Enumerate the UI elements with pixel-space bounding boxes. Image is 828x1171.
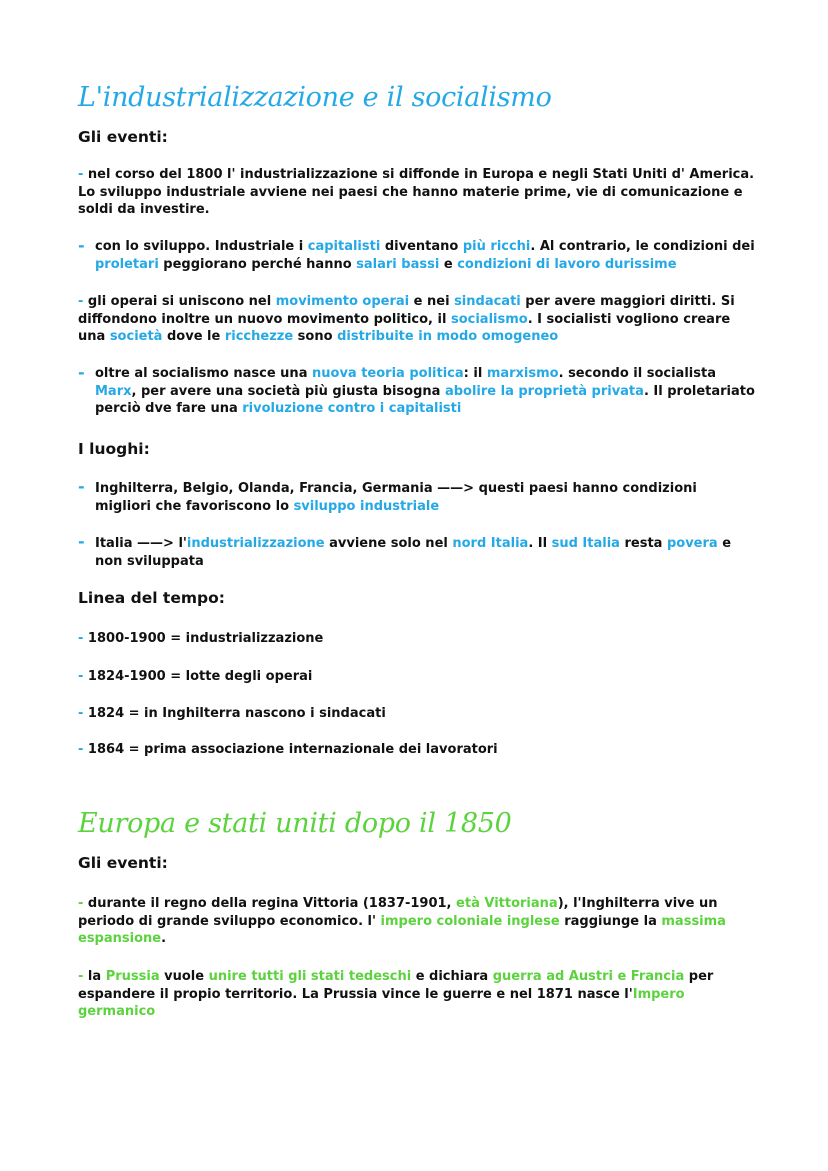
- timeline-item: - 1824 = in Inghilterra nascono i sindacati: [78, 706, 386, 721]
- timeline-item: - 1800-1900 = industrializzazione: [78, 631, 324, 646]
- section1-places-heading: I luoghi:: [78, 440, 150, 458]
- timeline-item: - 1824-1900 = lotte degli operai: [78, 669, 313, 684]
- section1-title: L'industrializzazione e il socialismo: [78, 82, 552, 113]
- bullet-dash: -: [78, 294, 84, 309]
- section1-paragraph-4: oltre al socialismo nasce una nuova teoria politica: il marxismo. secondo il socialista Marx, per avere una società più giusta bisogna abolire la proprietà privata. Il proletariato perciò dve fare una rivoluzione contro i capitalisti: [95, 366, 755, 416]
- bullet-dash: -: [78, 236, 85, 255]
- section1-paragraph-2: con lo sviluppo. Industriale i capitalisti diventano più ricchi. Al contrario, le condizioni dei proletari peggiorano perché hanno salari bassi e condizioni di lavoro durissime: [95, 239, 755, 272]
- bullet-dash: -: [78, 532, 85, 551]
- section1-paragraph-1: - nel corso del 1800 l' industrializzazione si diffonde in Europa e negli Stati Uniti d' America. Lo sviluppo industriale avviene nei paesi che hanno materie prime, vie di comunicazione e soldi da investire.: [78, 167, 755, 217]
- timeline-item: - 1864 = prima associazione internazionale dei lavoratori: [78, 742, 498, 757]
- section1-paragraph-3: - gli operai si uniscono nel movimento operai e nei sindacati per avere maggiori diritti. Si diffondono inoltre un nuovo movimento politico, il socialismo. I socialisti vogliono creare una società dove le ricchezze sono distribuite in modo omogeneo: [78, 294, 735, 344]
- bullet-dash: -: [78, 363, 85, 382]
- section1-events-heading: Gli eventi:: [78, 128, 168, 146]
- section1-paragraph-6: Italia ——> l'industrializzazione avviene solo nel nord Italia. Il sud Italia resta povera e non sviluppata: [95, 536, 732, 569]
- bullet-dash: -: [78, 969, 84, 984]
- bullet-dash: -: [78, 896, 84, 911]
- section2-events-heading: Gli eventi:: [78, 854, 168, 872]
- section2-paragraph-1: - durante il regno della regina Vittoria (1837-1901, età Vittoriana), l'Inghilterra vive un periodo di grande sviluppo economico. l' impero coloniale inglese raggiunge la massima espansione.: [78, 896, 726, 946]
- section1-timeline-heading: Linea del tempo:: [78, 589, 225, 607]
- section2-title: Europa e stati uniti dopo il 1850: [78, 808, 512, 839]
- section2-paragraph-2: - la Prussia vuole unire tutti gli stati tedeschi e dichiara guerra ad Austri e Francia per espandere il propio territorio. La Prussia vince le guerre e nel 1871 nasce l'Impero germanico: [78, 969, 714, 1019]
- bullet-dash: -: [78, 167, 84, 182]
- bullet-dash: -: [78, 477, 85, 496]
- section1-paragraph-5: Inghilterra, Belgio, Olanda, Francia, Germania ——> questi paesi hanno condizioni migliori che favoriscono lo sviluppo industriale: [95, 481, 697, 514]
